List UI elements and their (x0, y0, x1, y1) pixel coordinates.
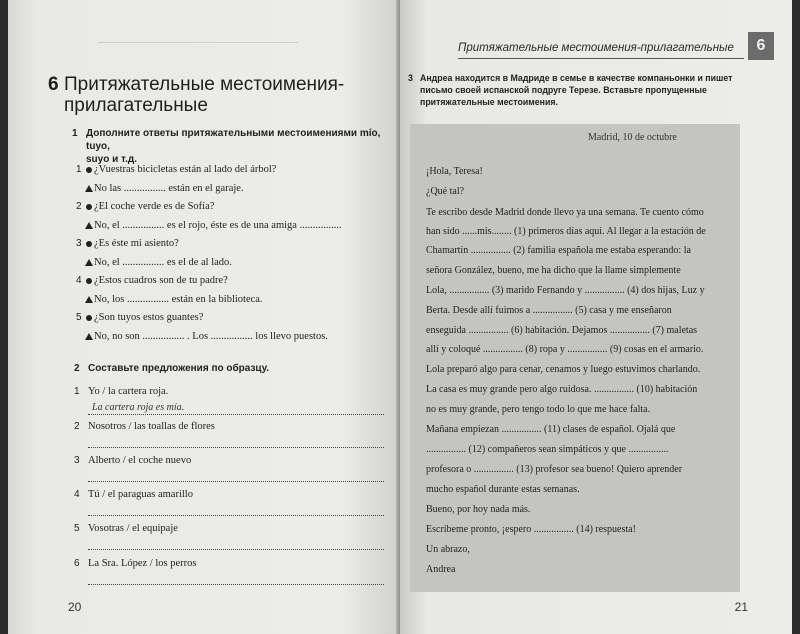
triangle-icon (85, 259, 93, 266)
letter-line: Escríbeme pronto, ¡espero ................ (14) respuesta! (426, 524, 636, 535)
answer-text: No, no son ................ . Los ................ los llevo puestos. (94, 331, 328, 342)
header-rule (458, 58, 744, 59)
exercise-3-instruction (408, 72, 740, 108)
bullet-dot-icon (86, 241, 92, 247)
triangle-icon (85, 333, 93, 340)
prompt-text: Nosotros / las toallas de flores (88, 421, 215, 432)
item-number: 3 (74, 455, 80, 466)
letter-line: mucho español durante estas semanas. (426, 484, 580, 495)
bullet-dot-icon (86, 278, 92, 284)
instruction-line: Составьте предложения по образцу. (88, 363, 270, 374)
example-answer: La cartera roja es mía. (92, 402, 185, 413)
answer-1 (94, 183, 244, 194)
answer-line[interactable] (88, 447, 384, 448)
triangle-icon (85, 296, 93, 303)
triangle-icon (85, 185, 93, 192)
instruction-line: письмо своей испанской подруге Терезе. Вставьте пропущенные (420, 85, 707, 95)
question-text: ¿Es éste mi asiento? (94, 238, 179, 249)
item-number: 4 (76, 275, 82, 286)
page-number-right: 21 (734, 600, 748, 614)
item-number: 6 (74, 558, 80, 569)
instruction-line: suyo и т.д. (86, 154, 137, 165)
answer-line[interactable] (88, 481, 384, 482)
instruction-line: притяжательные местоимения. (420, 97, 558, 107)
chapter-number: 6 (48, 74, 59, 95)
question-1 (76, 164, 277, 175)
prompt-text: Alberto / el coche nuevo (88, 455, 192, 466)
question-text: ¿Son tuyos estos guantes? (94, 312, 204, 323)
bullet-dot-icon (86, 167, 92, 173)
title-line-1: Притяжательные местоимения- (64, 74, 345, 95)
answer-4 (94, 294, 263, 305)
exercise-3-number: 3 (408, 73, 413, 83)
page-number-left: 20 (68, 600, 82, 614)
letter-line: no es muy grande, pero tengo todo lo que me hace falta. (426, 404, 651, 415)
exercise-2-instruction (74, 362, 270, 375)
sentence-item-5 (74, 523, 178, 534)
question-text: ¿Vuestras bicicletas están al lado del árbol? (94, 164, 277, 175)
sentence-item-6 (74, 558, 197, 569)
answer-5 (94, 331, 328, 342)
letter-line: ................ (12) compañeros sean simpáticos y que ................ (426, 444, 669, 455)
chapter-title (48, 74, 364, 116)
item-number: 1 (76, 164, 82, 175)
letter-line: Bueno, por hoy nada más. (426, 504, 531, 515)
chapter-badge: 6 (748, 32, 774, 60)
letter-line: enseguida ................ (6) habitación. Dejamos ................ (7) maletas (426, 325, 698, 336)
letter-line: señora González, bueno, me ha dicho que la llame simplemente (426, 265, 681, 276)
sentence-item-4 (74, 489, 193, 500)
show-through-rule (98, 42, 298, 43)
letter-line: Un abrazo, (426, 544, 470, 555)
left-page (8, 0, 400, 634)
answer-2 (94, 220, 342, 231)
question-5 (76, 312, 204, 323)
letter-line: ¡Hola, Teresa! (426, 166, 483, 177)
item-number: 2 (74, 421, 80, 432)
right-page (400, 0, 792, 634)
question-3 (76, 238, 179, 249)
letter-line: Lola, ................ (3) marido Fernando y ................ (4) dos hijas, Luz y (426, 285, 705, 296)
sentence-item-2 (74, 421, 215, 432)
letter-line: allí y coloqué ................ (8) ropa y ................ (9) cosas en el armario. (426, 344, 704, 355)
prompt-text: Tú / el paraguas amarillo (88, 489, 193, 500)
question-text: ¿El coche verde es de Sofía? (94, 201, 215, 212)
question-4 (76, 275, 228, 286)
letter-line: La casa es muy grande pero algo ruidosa. ................ (10) habitación (426, 384, 698, 395)
item-number: 1 (74, 386, 80, 397)
letter-date: Madrid, 10 de octubre (588, 132, 677, 143)
letter-line: han sido ......mis........ (1) primeros días aquí. Al llegar a la estación de (426, 226, 706, 237)
letter-line: Te escribo desde Madrid donde llevo ya una semana. Te cuento cómo (426, 207, 704, 218)
question-2 (76, 201, 215, 212)
letter-line: Chamartín ................ (2) familia española me estaba esperando: la (426, 245, 691, 256)
bullet-dot-icon (86, 204, 92, 210)
letter-line: Andrea (426, 564, 456, 575)
exercise-1-instruction (72, 127, 386, 166)
question-text: ¿Estos cuadros son de tu padre? (94, 275, 228, 286)
answer-line[interactable] (88, 549, 384, 550)
prompt-text: Yo / la cartera roja. (88, 386, 169, 397)
instruction-line: Дополните ответы притяжательными местоимениями mío, tuyo, (86, 128, 381, 152)
instruction-line: Андреа находится в Мадриде в семье в качестве компаньонки и пишет (420, 73, 733, 83)
answer-line[interactable] (88, 515, 384, 516)
letter-line: Berta. Desde allí fuimos a ................ (5) casa y me enseñaron (426, 305, 672, 316)
answer-text: No, el ................ es el de al lado. (94, 257, 232, 268)
answer-3 (94, 257, 232, 268)
running-head: Притяжательные местоимения-прилагательные (458, 42, 734, 54)
letter-line: Lola preparó algo para cenar, cenamos y luego estuvimos charlando. (426, 364, 701, 375)
exercise-2-number: 2 (74, 363, 80, 374)
answer-line[interactable] (88, 584, 384, 585)
item-number: 5 (76, 312, 82, 323)
letter-line: Mañana empiezan ................ (11) clases de español. Ojalá que (426, 424, 676, 435)
prompt-text: La Sra. López / los perros (88, 558, 197, 569)
letter-box (410, 124, 740, 592)
letter-line: ¿Qué tal? (426, 186, 465, 197)
letter-line: profesora o ................ (13) profesor sea bueno! Quiero aprender (426, 464, 683, 475)
bullet-dot-icon (86, 315, 92, 321)
sentence-item-3 (74, 455, 192, 466)
answer-text: No, los ................ están en la biblioteca. (94, 294, 263, 305)
item-number: 4 (74, 489, 80, 500)
answer-text: No las ................ están en el garaje. (94, 183, 244, 194)
triangle-icon (85, 222, 93, 229)
item-number: 3 (76, 238, 82, 249)
answer-text: No, el ................ es el rojo, éste es de una amiga ................ (94, 220, 342, 231)
exercise-1-number: 1 (72, 128, 78, 139)
prompt-text: Vosotras / el equipaje (88, 523, 178, 534)
answer-line[interactable] (88, 414, 384, 415)
title-line-2: прилагательные (64, 95, 208, 116)
sentence-item-1 (74, 386, 169, 397)
item-number: 2 (76, 201, 82, 212)
item-number: 5 (74, 523, 80, 534)
